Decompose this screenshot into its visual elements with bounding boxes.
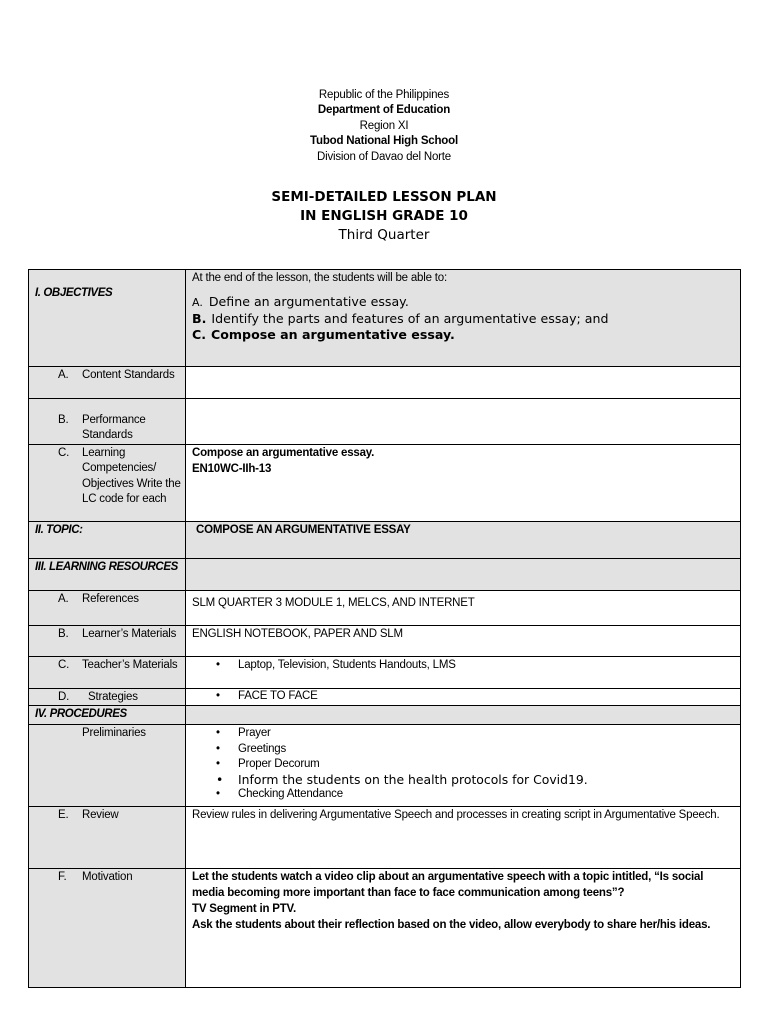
learners-materials-label: Learner’s Materials [82,628,177,640]
competencies-label: Learning Competencies/ Objectives Write the LC code for each [82,447,181,505]
learners-materials-row: B. Learner’s Materials ENGLISH NOTEBOOK, PAPER AND SLM [29,626,741,657]
strategies-label: Strategies [88,691,138,703]
objectives-label: I. OBJECTIVES [35,287,113,299]
plan-title-1: SEMI-DETAILED LESSON PLAN [271,189,497,205]
motivation-row: F. Motivation Let the students watch a video clip about an argumentative speech with a topic intitled, “Is social media becoming more important than face to face communication among teens”? TV Segment in PTV. Ask the students about their reflection based on the video, allow everybody to share her/his ideas. [29,869,741,988]
objectives-list [186,293,740,343]
preliminaries-row [29,725,741,807]
performance-standards-label: Performance Standards [82,414,146,442]
learning-resources-row [29,559,741,591]
objective-item: B. Identify the parts and features of an argumentative essay; and [192,311,609,327]
preliminary-item: • Greetings [238,742,740,757]
plan-title-2: IN ENGLISH GRADE 10 [300,208,468,224]
topic-row [29,522,741,559]
performance-standards-row: B. Performance Standards [29,399,741,445]
competencies-row: C. Learning Competencies/ Objectives Write the LC code for each Compose an argumentative essay. EN10WC-IIh-13 [29,445,741,522]
learners-materials-value: ENGLISH NOTEBOOK, PAPER AND SLM [192,628,403,640]
competency-code: EN10WC-IIh-13 [192,463,272,476]
document-header [0,88,768,165]
teachers-materials-label: Teacher’s Materials [82,659,178,671]
preliminaries-label: Preliminaries [82,727,146,740]
topic-value: COMPOSE AN ARGUMENTATIVE ESSAY [196,524,411,536]
objectives-intro: At the end of the lesson, the students will be able to: [192,272,447,284]
references-row: A. References SLM QUARTER 3 MODULE 1, MELCS, AND INTERNET [29,591,741,626]
motivation-line-3: Ask the students about their reflection based on the video, allow everybody to share her/his ideas. [192,919,711,932]
preliminaries-list [186,725,740,802]
preliminary-item: • Prayer [238,726,740,741]
references-label: References [82,593,139,605]
procedures-row [29,706,741,725]
content-standards-label: Content Standards [82,369,175,381]
teachers-materials-value: • Laptop, Television, Students Handouts, LMS [238,658,740,673]
plan-title-block [0,188,768,245]
content-standards-row: A. Content Standards [29,367,741,399]
competency-text: Compose an argumentative essay. [192,447,375,459]
motivation-line-2: TV Segment in PTV. [192,902,296,915]
performance-standards-value [186,399,741,445]
school-line: Tubod National High School [310,135,458,148]
division-line: Division of Davao del Norte [317,150,451,163]
content-standards-value [186,367,741,399]
review-value: Review rules in delivering Argumentative Speech and processes in creating script in Argumentative Speech. [192,809,720,822]
review-row: E. Review Review rules in delivering Argumentative Speech and processes in creating script in Argumentative Speech. [29,807,741,869]
procedures-label: IV. PROCEDURES [35,708,127,721]
lesson-plan-table [28,269,741,988]
motivation-line-1: Let the students watch a video clip about an argumentative speech with a topic intitled, “Is social media becoming more important than face to face communication among teens”? [192,871,704,899]
preliminary-item: • Checking Attendance [238,787,740,802]
objectives-row [29,270,741,367]
strategies-row: D. Strategies • FACE TO FACE [29,689,741,706]
objective-item: A. Define an argumentative essay. [192,294,409,310]
teachers-materials-row: C. Teacher’s Materials • Laptop, Television, Students Handouts, LMS [29,657,741,689]
review-label: Review [82,809,119,822]
objective-item: C. Compose an argumentative essay. [192,327,455,343]
motivation-label: Motivation [82,871,133,884]
preliminary-item: • Inform the students on the health protocols for Covid19. [238,772,740,787]
department-line: Department of Education [317,104,451,117]
region-line: Region XI [359,119,409,132]
learning-resources-label: III. LEARNING RESOURCES [35,561,178,573]
strategies-value: • FACE TO FACE [238,689,740,704]
quarter-label: Third Quarter [338,227,430,243]
references-value: SLM QUARTER 3 MODULE 1, MELCS, AND INTERNET [192,597,475,609]
preliminary-item: • Proper Decorum [238,757,740,772]
republic-line: Republic of the Philippines [318,89,450,101]
topic-label: II. TOPIC: [35,524,83,536]
